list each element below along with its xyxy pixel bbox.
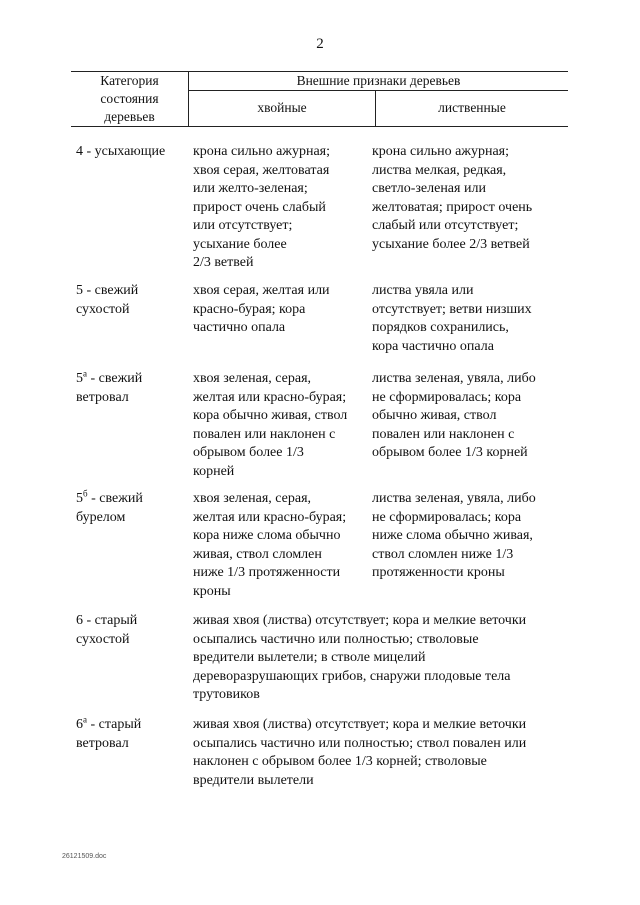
deciduous-signs: листва зеленая, увяла, либо не сформировалась; кора обычно живая, ствол повален или наклонен с обрывом более 1/3 корней	[372, 371, 536, 460]
combined-signs: живая хвоя (листва) отсутствует; кора и мелкие веточки осыпались частично или полностью; стволовые вредители вылетели; в стволе мицелий дереворазрушающих грибов, снаружи плодовые тела трутовиков	[193, 613, 527, 702]
coniferous-signs: хвоя зеленая, серая, желтая или красно-бурая; кора обычно живая, ствол повален или наклонен с обрывом более 1/3 корней	[193, 371, 348, 479]
header-external-signs: Внешние признаки деревьев	[296, 73, 461, 88]
header-mid-rule	[188, 90, 568, 91]
category-label: 6 - старый сухостой	[76, 613, 138, 647]
combined-signs: живая хвоя (листва) отсутствует; кора и мелкие веточки осыпались частично или полностью; ствол повален или наклонен с обрывом более 1/3 корней; стволовые вредители вылетели	[193, 717, 527, 788]
coniferous-signs: крона сильно ажурная; хвоя серая, желтоватая или желто-зеленая; прирост очень слабый или отсутствует; усыхание более 2/3 ветвей	[193, 144, 330, 270]
category-label: $5^б$ - свежий бурелом	[76, 488, 143, 525]
deciduous-signs: крона сильно ажурная; листва мелкая, редкая, светло-зеленая или желтоватая; прирост очень слабый или отсутствует; усыхание более 2/3 ветвей	[372, 144, 533, 252]
coniferous-signs: хвоя зеленая, серая, желтая или красно-бурая; кора ниже слома обычно живая, ствол сломлен ниже 1/3 протяженности кроны	[193, 491, 347, 599]
category-label: $6^а$ - старый ветровал	[76, 714, 142, 751]
header-category: Категория состояния деревьев	[100, 73, 159, 124]
category-label: $5^а$ - свежий ветровал	[76, 368, 143, 405]
deciduous-signs: листва зеленая, увяла, либо не сформировалась; кора ниже слома обычно живая, ствол сломлен ниже 1/3 протяженности кроны	[372, 491, 536, 580]
category-label: 4 - усыхающие	[76, 144, 166, 159]
file-name-footer: 26121509.doc	[62, 853, 107, 860]
coniferous-signs: хвоя серая, желтая или красно-бурая; кора частично опала	[193, 283, 330, 335]
category-label: 5 - свежий сухостой	[76, 283, 139, 317]
header-deciduous: лиственные	[438, 100, 506, 115]
deciduous-signs: листва увяла или отсутствует; ветви низших порядков сохранились, кора частично опала	[372, 283, 532, 354]
page-number: 2	[316, 36, 324, 52]
header-bottom-rule	[71, 126, 568, 127]
header-coniferous: хвойные	[257, 100, 307, 115]
